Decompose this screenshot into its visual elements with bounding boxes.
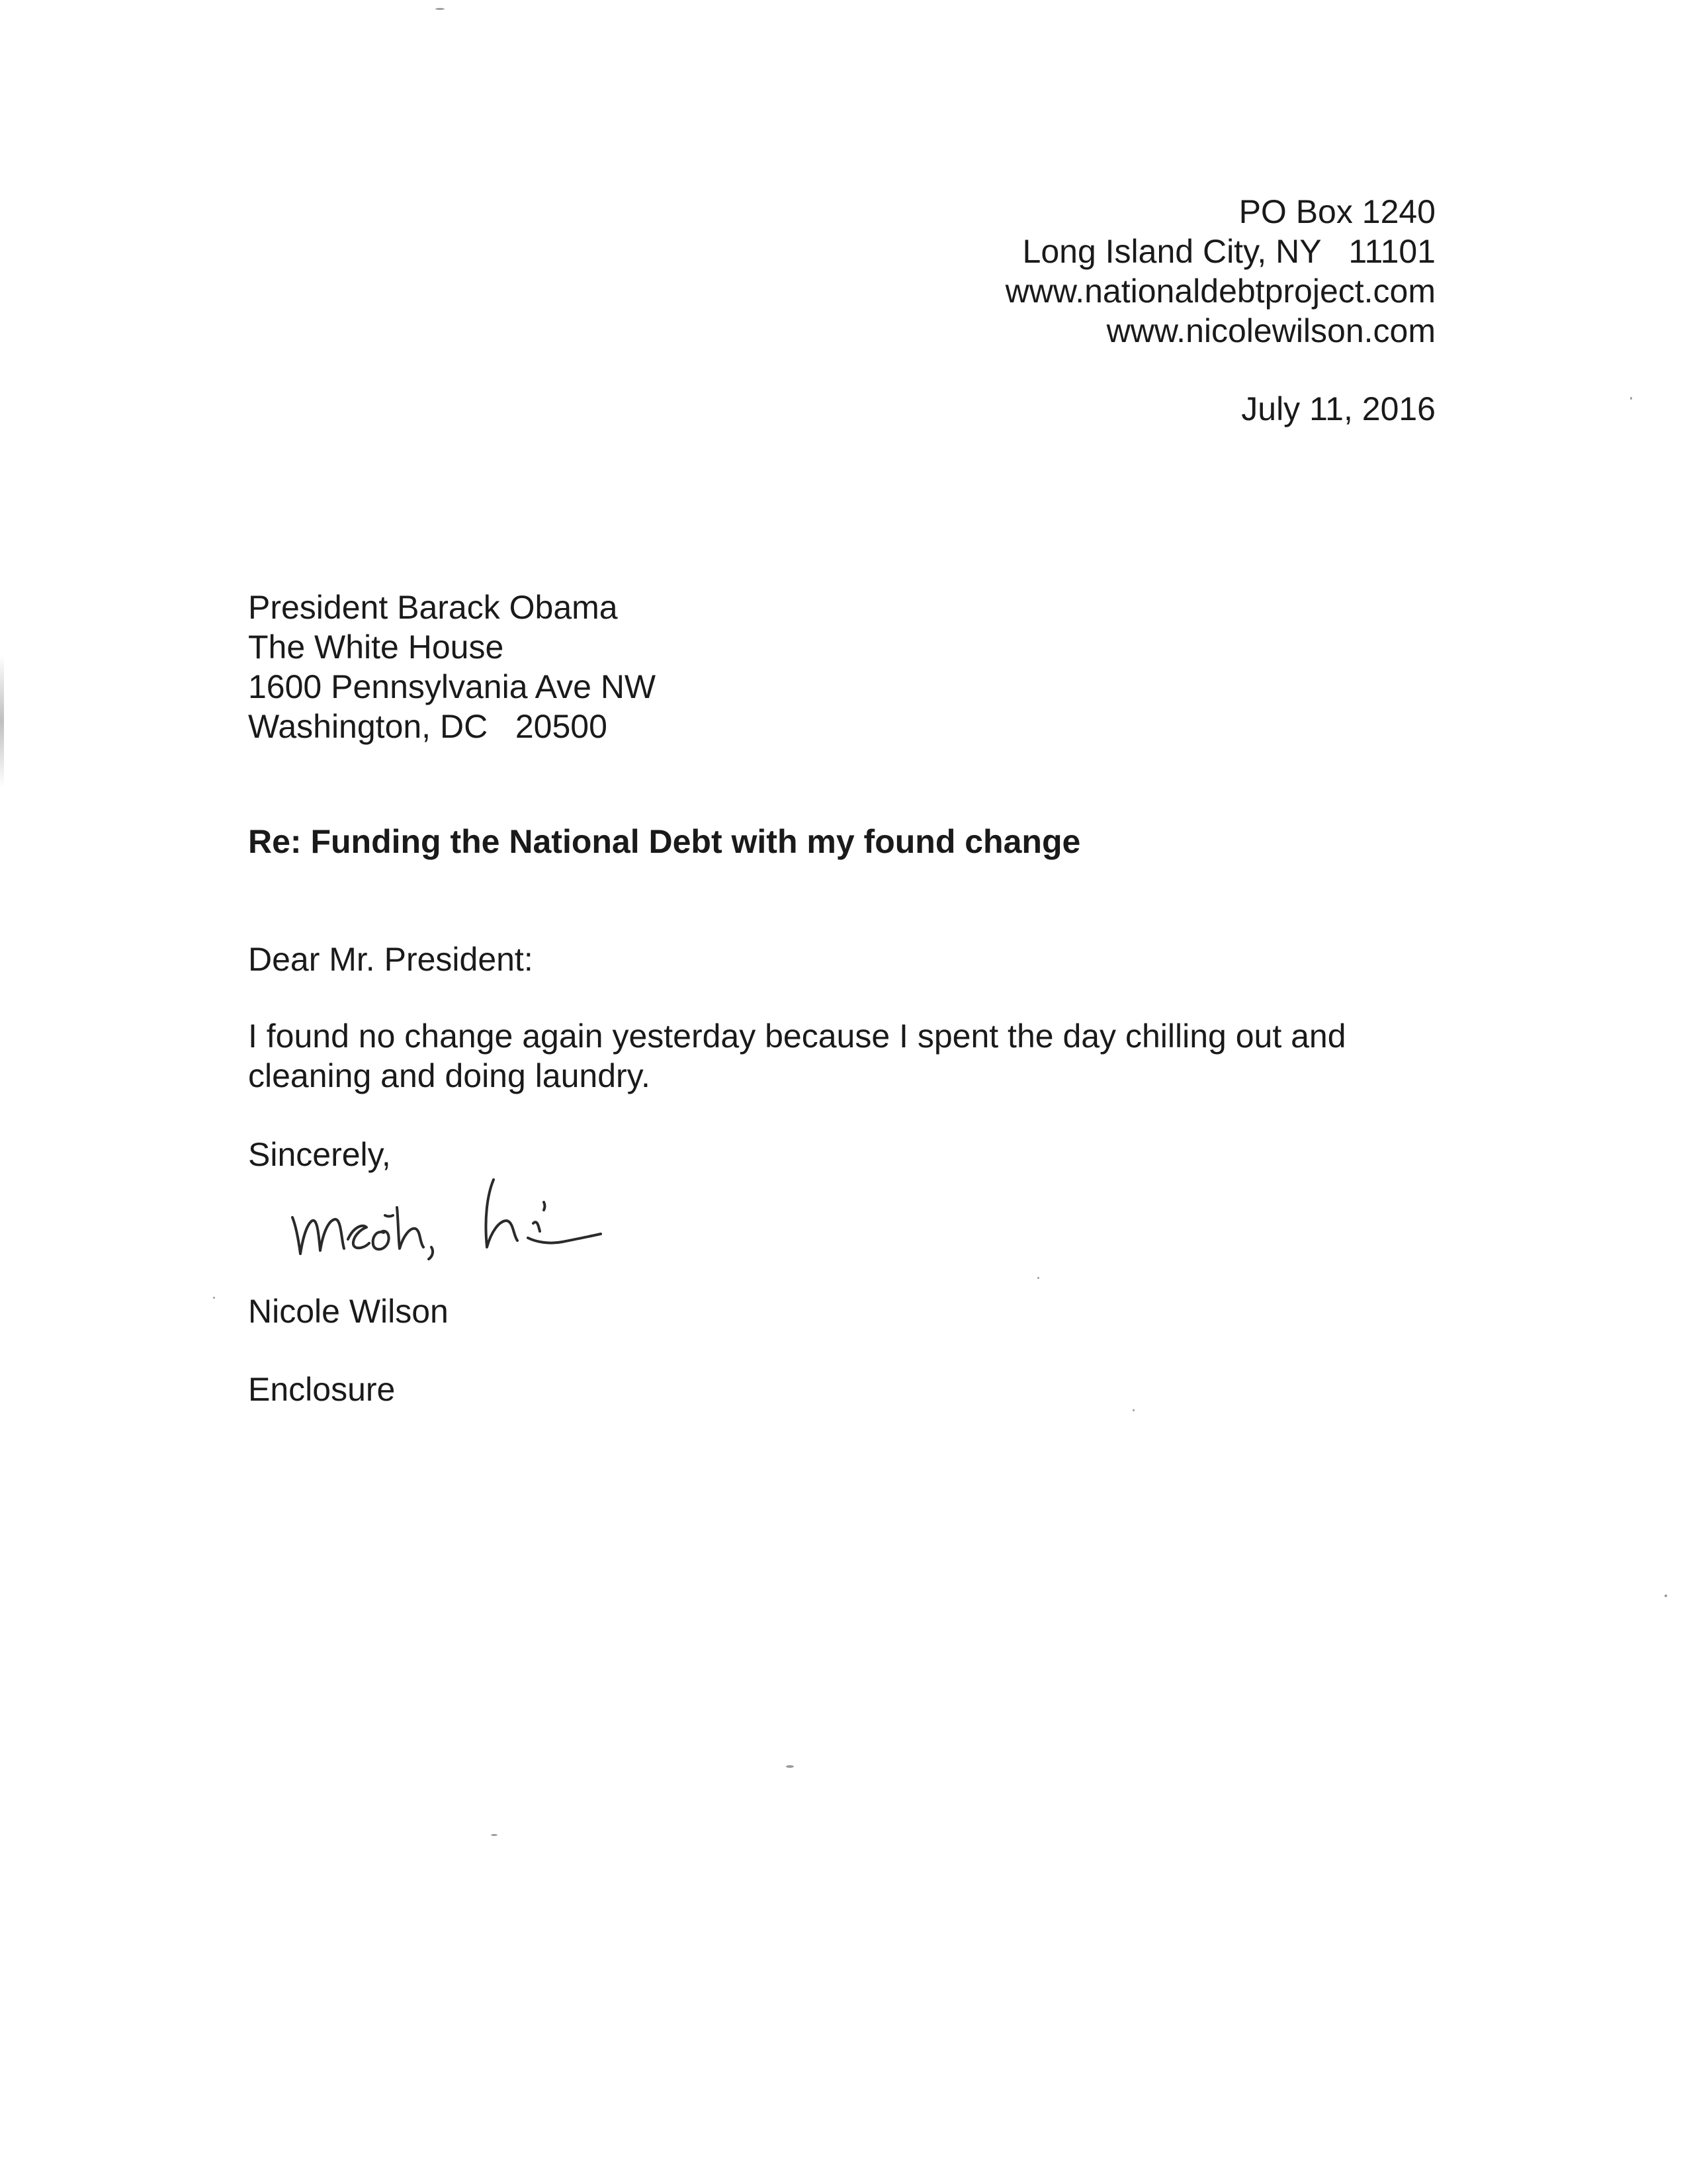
scan-speck bbox=[1630, 397, 1632, 400]
sender-po-box: PO Box 1240 bbox=[1238, 193, 1436, 230]
body-line-2: cleaning and doing laundry. bbox=[248, 1057, 650, 1094]
recipient-street: 1600 Pennsylvania Ave NW bbox=[248, 668, 656, 705]
closing: Sincerely, bbox=[248, 1136, 391, 1173]
scan-speck bbox=[213, 1297, 215, 1299]
letter-date: July 11, 2016 bbox=[1241, 390, 1436, 427]
scan-speck bbox=[435, 8, 445, 10]
sender-city-state-zip: Long Island City, NY 11101 bbox=[1022, 233, 1436, 270]
salutation: Dear Mr. President: bbox=[248, 941, 533, 978]
sender-website-2: www.nicolewilson.com bbox=[1106, 312, 1436, 349]
recipient-org: The White House bbox=[248, 629, 504, 666]
scan-speck bbox=[786, 1765, 794, 1768]
recipient-name: President Barack Obama bbox=[248, 589, 618, 626]
signer-name: Nicole Wilson bbox=[248, 1293, 449, 1330]
handwritten-signature bbox=[284, 1155, 681, 1274]
scan-speck bbox=[1133, 1409, 1135, 1411]
enclosure-note: Enclosure bbox=[248, 1371, 396, 1408]
scan-speck bbox=[1665, 1594, 1667, 1597]
body-line-1: I found no change again yesterday because I spent the day chilling out and bbox=[248, 1018, 1346, 1055]
sender-website-1: www.nationaldebtproject.com bbox=[1005, 273, 1436, 310]
scan-edge-shadow bbox=[0, 655, 4, 787]
subject-line: Re: Funding the National Debt with my found change bbox=[248, 823, 1081, 860]
scan-speck bbox=[1037, 1277, 1039, 1279]
scan-speck bbox=[491, 1834, 497, 1836]
recipient-city-state-zip: Washington, DC 20500 bbox=[248, 708, 607, 745]
